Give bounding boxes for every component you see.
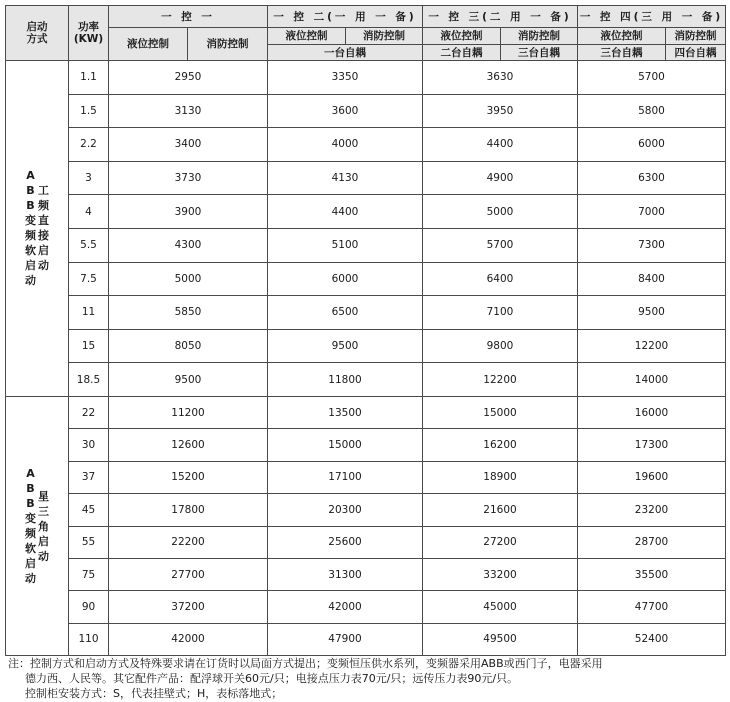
g4-autotransformer-b-header: 四台自耦 bbox=[666, 45, 726, 61]
footnote bbox=[8, 656, 724, 701]
price-cell: 4130 bbox=[268, 161, 423, 195]
price-cell: 5100 bbox=[268, 228, 423, 262]
start-mode-char: 频 bbox=[25, 527, 36, 540]
power-cell: 37 bbox=[69, 461, 109, 493]
g1-level-control-header: 液位控制 bbox=[109, 28, 188, 61]
footnote-line-3: 控制柜安装方式：S，代表挂壁式；H，表标落地式； bbox=[25, 687, 283, 700]
table-row bbox=[6, 396, 726, 428]
table-row bbox=[6, 262, 726, 296]
table-row bbox=[6, 161, 726, 195]
start-mode-char: 动 bbox=[25, 572, 36, 585]
price-cell: 3900 bbox=[109, 195, 268, 229]
price-cell: 17800 bbox=[109, 494, 268, 526]
power-cell: 22 bbox=[69, 396, 109, 428]
price-cell: 8400 bbox=[578, 262, 726, 296]
start-mode-char: 频 bbox=[38, 199, 49, 213]
price-cell: 23200 bbox=[578, 494, 726, 526]
price-cell: 6400 bbox=[423, 262, 578, 296]
price-cell: 27200 bbox=[423, 526, 578, 558]
table-row bbox=[6, 296, 726, 330]
group-title-1: 一 控 一 bbox=[109, 6, 268, 28]
price-cell: 12200 bbox=[578, 329, 726, 363]
price-cell: 49500 bbox=[423, 623, 578, 655]
start-mode-char: A bbox=[26, 169, 35, 183]
price-cell: 42000 bbox=[109, 623, 268, 655]
power-cell: 1.5 bbox=[69, 94, 109, 128]
start-mode-char: 频 bbox=[25, 229, 36, 243]
price-cell: 12200 bbox=[423, 363, 578, 397]
header-row-1 bbox=[6, 6, 726, 28]
g2-autotransformer-header: 一台自耦 bbox=[268, 45, 423, 61]
price-cell: 27700 bbox=[109, 558, 268, 590]
start-mode-right bbox=[38, 489, 49, 564]
price-cell: 12600 bbox=[109, 429, 268, 461]
price-cell: 5800 bbox=[578, 94, 726, 128]
start-mode-char: 启 bbox=[38, 244, 49, 258]
price-cell: 9800 bbox=[423, 329, 578, 363]
price-cell: 16000 bbox=[578, 396, 726, 428]
start-mode-char: B bbox=[26, 482, 35, 495]
table-row bbox=[6, 526, 726, 558]
price-cell: 17100 bbox=[268, 461, 423, 493]
power-cell: 3 bbox=[69, 161, 109, 195]
g4-autotransformer-a-header: 三台自耦 bbox=[578, 45, 666, 61]
price-cell: 13500 bbox=[268, 396, 423, 428]
start-mode-cell bbox=[6, 396, 69, 655]
price-cell: 11800 bbox=[268, 363, 423, 397]
power-header: 功率 (KW) bbox=[69, 6, 109, 61]
price-cell: 52400 bbox=[578, 623, 726, 655]
price-cell: 31300 bbox=[268, 558, 423, 590]
start-mode-left bbox=[25, 466, 36, 586]
power-cell: 11 bbox=[69, 296, 109, 330]
table-row bbox=[6, 591, 726, 623]
power-cell: 2.2 bbox=[69, 128, 109, 162]
price-cell: 4300 bbox=[109, 228, 268, 262]
price-cell: 15000 bbox=[423, 396, 578, 428]
start-mode-char: B bbox=[26, 184, 35, 198]
price-cell: 16200 bbox=[423, 429, 578, 461]
table-row bbox=[6, 128, 726, 162]
power-cell: 30 bbox=[69, 429, 109, 461]
power-cell: 90 bbox=[69, 591, 109, 623]
price-cell: 14000 bbox=[578, 363, 726, 397]
price-table bbox=[5, 5, 726, 656]
power-cell: 5.5 bbox=[69, 228, 109, 262]
header-row-2 bbox=[6, 28, 726, 45]
table-row bbox=[6, 329, 726, 363]
price-cell: 6000 bbox=[578, 128, 726, 162]
price-cell: 47700 bbox=[578, 591, 726, 623]
price-cell: 21600 bbox=[423, 494, 578, 526]
g2-level-control-header: 液位控制 bbox=[268, 28, 346, 45]
start-mode-char: 软 bbox=[25, 542, 36, 555]
start-mode-left bbox=[25, 168, 36, 288]
price-cell: 3350 bbox=[268, 61, 423, 95]
price-cell: 3600 bbox=[268, 94, 423, 128]
start-mode-char: 直 bbox=[38, 214, 49, 228]
g2-fire-control-header: 消防控制 bbox=[346, 28, 423, 45]
g3-autotransformer-b-header: 三台自耦 bbox=[501, 45, 578, 61]
price-cell: 5000 bbox=[109, 262, 268, 296]
price-cell: 5000 bbox=[423, 195, 578, 229]
g3-level-control-header: 液位控制 bbox=[423, 28, 501, 45]
price-cell: 6000 bbox=[268, 262, 423, 296]
price-cell: 5700 bbox=[423, 228, 578, 262]
price-cell: 11200 bbox=[109, 396, 268, 428]
table-row bbox=[6, 461, 726, 493]
start-mode-char: 软 bbox=[25, 244, 36, 258]
table-row bbox=[6, 429, 726, 461]
price-cell: 3730 bbox=[109, 161, 268, 195]
price-cell: 3630 bbox=[423, 61, 578, 95]
start-mode-char: 动 bbox=[38, 549, 49, 563]
price-cell: 2950 bbox=[109, 61, 268, 95]
start-mode-char: 动 bbox=[38, 259, 49, 273]
price-cell: 19600 bbox=[578, 461, 726, 493]
start-mode-char: 接 bbox=[38, 229, 49, 243]
start-mode-char: 启 bbox=[38, 534, 49, 548]
footnote-line-2: 德力西、人民等。其它配件产品：配浮球开关60元/只；电接点压力表70元/只；远传压力表90元/只。 bbox=[25, 672, 519, 685]
price-cell: 17300 bbox=[578, 429, 726, 461]
price-cell: 5850 bbox=[109, 296, 268, 330]
price-cell: 47900 bbox=[268, 623, 423, 655]
start-mode-char: A bbox=[26, 467, 35, 480]
start-mode-right bbox=[38, 183, 49, 273]
price-cell: 28700 bbox=[578, 526, 726, 558]
start-mode-header: 启动 方式 bbox=[6, 6, 69, 61]
price-cell: 7000 bbox=[578, 195, 726, 229]
group-title-4: 一 控 四(三 用 一 备) bbox=[578, 6, 726, 28]
start-mode-char: 工 bbox=[38, 184, 49, 198]
start-mode-char: 三 bbox=[38, 504, 49, 518]
price-cell: 3950 bbox=[423, 94, 578, 128]
g4-fire-control-header: 消防控制 bbox=[666, 28, 726, 45]
start-mode-char: 角 bbox=[38, 519, 49, 533]
table-row bbox=[6, 363, 726, 397]
start-mode-char: 变 bbox=[25, 214, 36, 228]
price-cell: 6300 bbox=[578, 161, 726, 195]
price-cell: 3400 bbox=[109, 128, 268, 162]
price-cell: 5700 bbox=[578, 61, 726, 95]
price-cell: 4400 bbox=[423, 128, 578, 162]
price-cell: 8050 bbox=[109, 329, 268, 363]
table-row bbox=[6, 494, 726, 526]
price-cell: 4000 bbox=[268, 128, 423, 162]
start-mode-char: 启 bbox=[25, 557, 36, 570]
price-cell: 15000 bbox=[268, 429, 423, 461]
group-title-3: 一 控 三(二 用 一 备) bbox=[423, 6, 578, 28]
price-cell: 7300 bbox=[578, 228, 726, 262]
table-row bbox=[6, 195, 726, 229]
price-cell: 20300 bbox=[268, 494, 423, 526]
price-cell: 9500 bbox=[109, 363, 268, 397]
price-cell: 25600 bbox=[268, 526, 423, 558]
price-cell: 42000 bbox=[268, 591, 423, 623]
power-cell: 55 bbox=[69, 526, 109, 558]
start-mode-cell bbox=[6, 61, 69, 397]
g1-fire-control-header: 消防控制 bbox=[188, 28, 268, 61]
table-row bbox=[6, 558, 726, 590]
g3-fire-control-header: 消防控制 bbox=[501, 28, 578, 45]
price-cell: 45000 bbox=[423, 591, 578, 623]
start-mode-char: 启 bbox=[25, 259, 36, 273]
price-cell: 33200 bbox=[423, 558, 578, 590]
power-cell: 7.5 bbox=[69, 262, 109, 296]
start-mode-char: 动 bbox=[25, 274, 36, 288]
price-cell: 3130 bbox=[109, 94, 268, 128]
power-cell: 18.5 bbox=[69, 363, 109, 397]
price-cell: 18900 bbox=[423, 461, 578, 493]
table-row bbox=[6, 61, 726, 95]
price-cell: 35500 bbox=[578, 558, 726, 590]
group-title-2: 一 控 二(一 用 一 备) bbox=[268, 6, 423, 28]
price-cell: 9500 bbox=[268, 329, 423, 363]
power-cell: 1.1 bbox=[69, 61, 109, 95]
price-cell: 4900 bbox=[423, 161, 578, 195]
price-cell: 4400 bbox=[268, 195, 423, 229]
g3-autotransformer-a-header: 二台自耦 bbox=[423, 45, 501, 61]
start-mode-char: B bbox=[26, 497, 35, 510]
table-row bbox=[6, 228, 726, 262]
price-cell: 22200 bbox=[109, 526, 268, 558]
price-cell: 9500 bbox=[578, 296, 726, 330]
g4-level-control-header: 液位控制 bbox=[578, 28, 666, 45]
power-cell: 75 bbox=[69, 558, 109, 590]
price-cell: 7100 bbox=[423, 296, 578, 330]
start-mode-char: B bbox=[26, 199, 35, 213]
start-mode-char: 变 bbox=[25, 512, 36, 525]
table-row bbox=[6, 94, 726, 128]
price-cell: 6500 bbox=[268, 296, 423, 330]
power-cell: 4 bbox=[69, 195, 109, 229]
price-cell: 15200 bbox=[109, 461, 268, 493]
power-cell: 15 bbox=[69, 329, 109, 363]
power-cell: 45 bbox=[69, 494, 109, 526]
start-mode-char: 星 bbox=[38, 489, 49, 503]
power-cell: 110 bbox=[69, 623, 109, 655]
footnote-line-1: 注：控制方式和启动方式及特殊要求请在订货时以局面方式提出；变频恒压供水系列，变频器采用ABB或西门子，电器采用 bbox=[8, 657, 603, 670]
table-row bbox=[6, 623, 726, 655]
price-cell: 37200 bbox=[109, 591, 268, 623]
